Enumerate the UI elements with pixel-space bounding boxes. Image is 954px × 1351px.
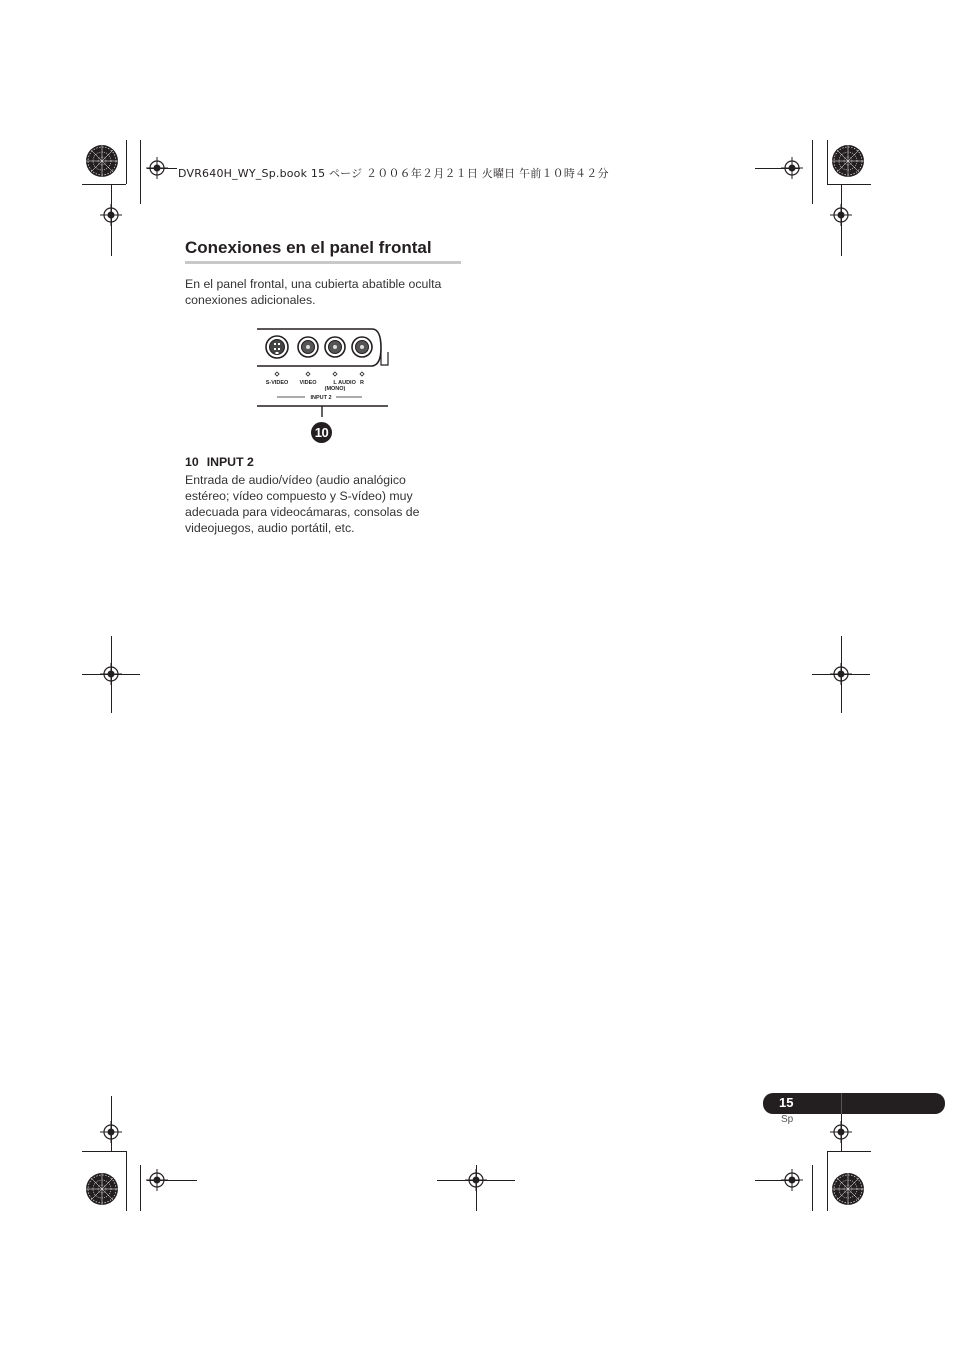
- audio-r-label: R: [360, 380, 364, 386]
- audio-label: AUDIO: [338, 380, 356, 386]
- title-underline: [185, 261, 461, 264]
- crosshair-icon: [100, 157, 852, 1191]
- input-group-label: INPUT 2: [310, 395, 332, 401]
- front-panel-illustration: [250, 322, 395, 417]
- item-name: INPUT 2: [206, 455, 254, 469]
- video-label: VIDEO: [299, 380, 317, 386]
- callout-badge: 10: [311, 422, 332, 443]
- audio-right-jack-icon: [352, 337, 372, 357]
- video-jack-icon: [298, 337, 318, 357]
- intro-paragraph: En el panel frontal, una cubierta abatible oculta conexiones adicionales.: [185, 277, 442, 307]
- file-info-header: DVR640H_WY_Sp.book 15 ページ ２００６年２月２１日 火曜日 午前１０時４２分: [178, 167, 609, 180]
- audio-l-label: L: [333, 380, 337, 386]
- item-description: Entrada de audio/vídeo (audio analógico estéreo; vídeo compuesto y S-vídeo) muy adecuada para videocámaras, consolas de videojuegos, audio portátil, etc.: [185, 473, 420, 535]
- item-number: 10: [185, 455, 199, 469]
- section-title: Conexiones en el panel frontal: [185, 238, 432, 257]
- mono-label: (MONO): [324, 386, 346, 392]
- page-number: 15: [779, 1095, 794, 1110]
- page-language: Sp: [781, 1114, 794, 1125]
- page-tab-divider: [841, 1093, 842, 1114]
- svideo-jack-icon: [266, 336, 288, 358]
- audio-left-jack-icon: [325, 337, 345, 357]
- item-heading: [185, 455, 254, 469]
- svideo-label: S-VIDEO: [265, 380, 289, 386]
